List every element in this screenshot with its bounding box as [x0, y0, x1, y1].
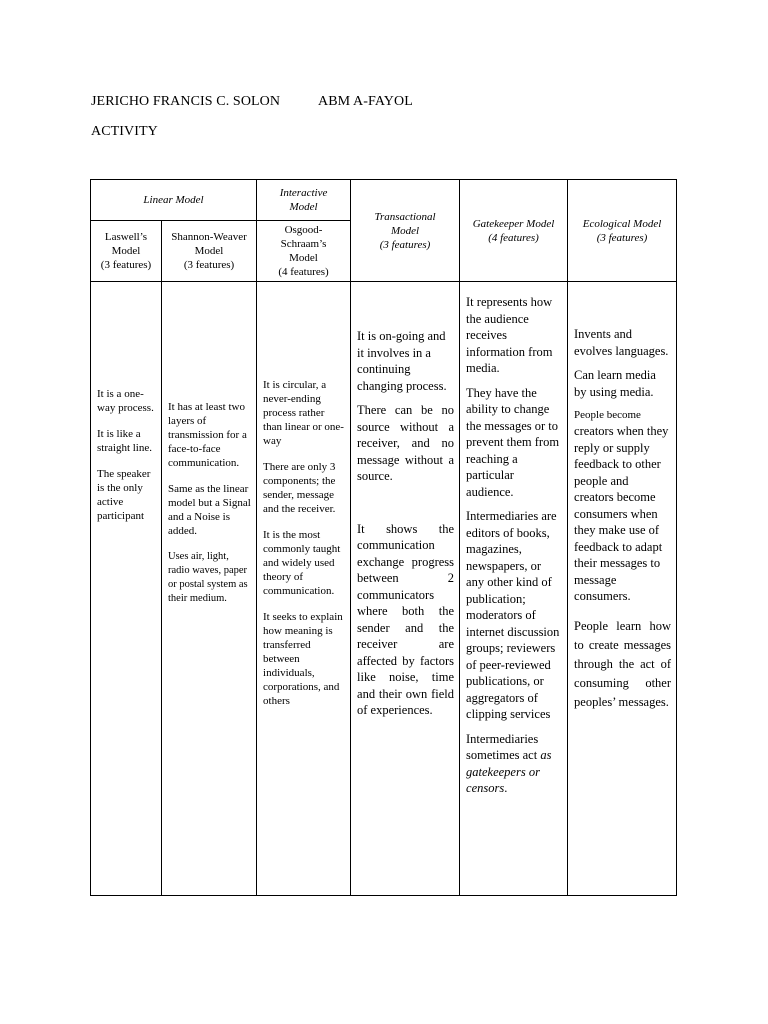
osgood-point: It is the most commonly taught and widely used theory of communication. [263, 529, 341, 597]
shannon-model-header [162, 221, 257, 282]
section-name: ABM A-FAYOL [318, 94, 413, 109]
osgood-point: It is circular, a never-ending process rather than linear or one-way [263, 379, 344, 447]
ecological-model-title: Ecological Model [582, 217, 662, 230]
shannon-point: It has at least two layers of transmission for a face-to-face communication. [168, 401, 247, 469]
gatekeeper-body [460, 282, 568, 896]
gatekeeper-point: Intermediaries are editors of books, magazines, newspapers, or any other kind of publication; moderators of internet discussion groups; reviewers of peer-reviewed publications, or aggregators of clipping services [466, 509, 560, 721]
ecological-body [568, 282, 677, 896]
gatekeeper-model-header [460, 180, 568, 282]
shannon-body [162, 282, 257, 896]
transactional-model-title: Transactional Model [374, 210, 436, 237]
interactive-model-header: Interactive Model [257, 180, 351, 221]
transactional-model-header [351, 180, 460, 282]
laswell-body [91, 282, 162, 896]
transactional-body [351, 282, 460, 896]
ecological-point: Can learn media by using media. [574, 368, 656, 399]
laswell-point: It is a one-way process. [97, 388, 154, 414]
shannon-point: Same as the linear model but a Signal and a Noise is added. [168, 483, 251, 537]
gatekeeper-point: It represents how the audience receives information from media. [466, 295, 553, 375]
transactional-point: It is on-going and it involves in a continuing changing process. [357, 329, 447, 393]
gatekeeper-last-suffix: . [504, 781, 508, 795]
gatekeeper-point: They have the ability to change the messages or to prevent them from reaching a particular audience. [466, 385, 560, 499]
ecological-point: People become [574, 409, 641, 421]
gatekeeper-model-title: Gatekeeper Model [472, 217, 555, 230]
gatekeeper-last-prefix: Intermediaries sometimes act [466, 731, 541, 762]
ecological-model-features: (3 features) [596, 231, 648, 244]
laswell-model-features: (3 features) [100, 259, 152, 271]
transactional-point: It shows the communication exchange progress between 2 communicators where both the sender and the receiver are affected by factors like noise, time and their own field of experiences. [357, 521, 455, 717]
laswell-model-title: Laswell’s Model [104, 231, 148, 257]
transactional-point: There can be no source without a receiver, and no message without a source. [357, 403, 455, 483]
shannon-model-title: Shannon-Weaver Model [171, 231, 247, 257]
ecological-point: creators when they reply or supply feedback to other people and creators become consumers when they make use of feedback to adapt their messages to message consumers. [574, 424, 669, 603]
laswell-point: It is like a straight line. [97, 428, 152, 454]
gatekeeper-last-italic: as gatekeepers or censors [466, 748, 552, 795]
laswell-point: The speaker is the only active participant [97, 468, 151, 522]
linear-model-header: Linear Model [91, 180, 257, 221]
osgood-model-title: Osgood-Schraam’s Model [280, 224, 327, 264]
student-name: JERICHO FRANCIS C. SOLON [91, 94, 281, 109]
gatekeeper-point [466, 731, 562, 797]
ecological-model-header [568, 180, 677, 282]
shannon-model-features: (3 features) [183, 259, 235, 271]
osgood-model-header [257, 221, 351, 282]
osgood-model-features: (4 features) [278, 266, 329, 278]
osgood-point: It seeks to explain how meaning is transferred between individuals, corporations, and others [263, 611, 343, 707]
osgood-point: There are only 3 components; the sender, message and the receiver. [263, 461, 336, 515]
osgood-body [257, 282, 351, 896]
ecological-point: Invents and evolves languages. [574, 327, 669, 358]
shannon-point: Uses air, light, radio waves, paper or postal system as their medium. [168, 551, 248, 604]
ecological-point: People learn how to create messages through the act of consuming other peoples’ messages. [574, 618, 672, 709]
gatekeeper-model-features: (4 features) [488, 231, 539, 244]
transactional-model-features: (3 features) [379, 238, 431, 251]
laswell-model-header [91, 221, 162, 282]
communication-models-table [90, 179, 677, 896]
activity-title: ACTIVITY [91, 124, 158, 139]
